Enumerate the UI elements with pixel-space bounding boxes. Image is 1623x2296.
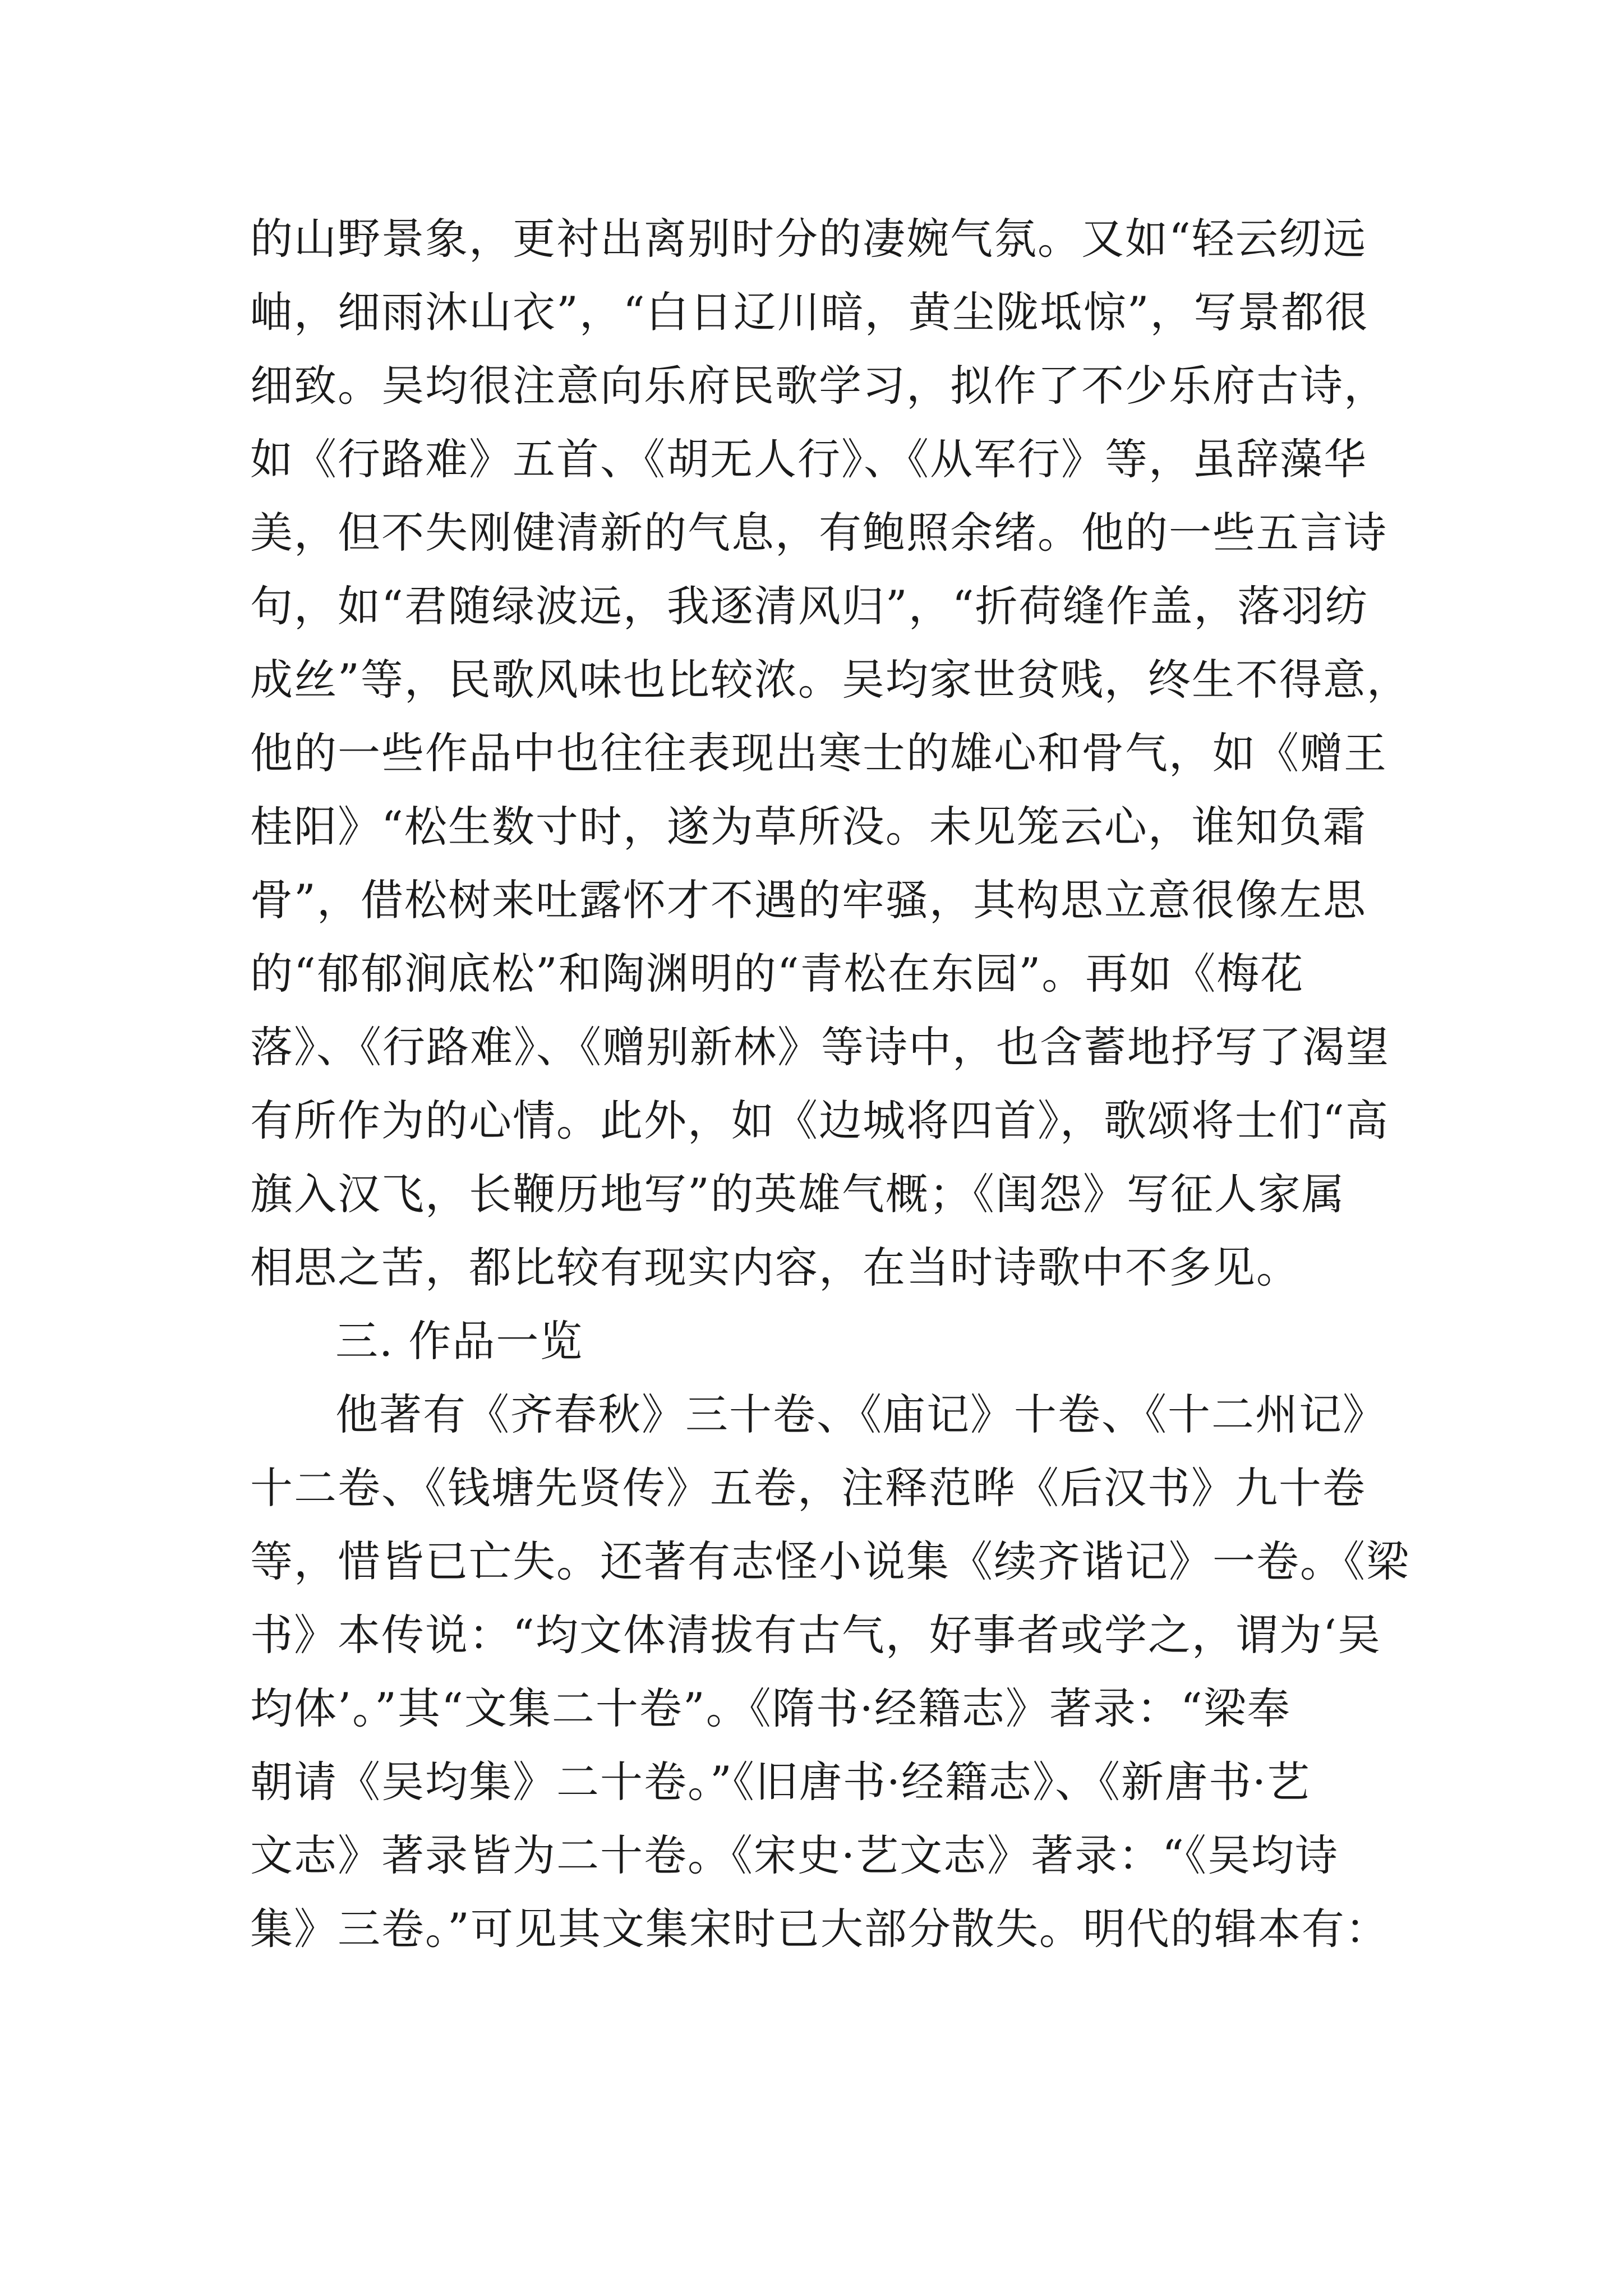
paragraph-2-line: 朝请《吴均集》二十卷。”《旧唐书·经籍志》、《新唐书·艺 [250,1757,1311,1807]
paragraph-2-line: 十二卷、《钱塘先贤传》五卷，注释范晔《后汉书》九十卷 [250,1463,1366,1513]
paragraph-2-line: 等，惜皆已亡失。还著有志怪小说集《续齐谐记》一卷。《梁 [250,1536,1410,1586]
paragraph-1-line: 细致。吴均很注意向乐府民歌学习，拟作了不少乐府古诗， [250,361,1387,411]
paragraph-2-line: 均体’。”其“文集二十卷”。《隋书·经籍志》著录：“梁奉 [250,1683,1291,1733]
paragraph-2-line: 他著有《齐春秋》三十卷、《庙记》十卷、《十二州记》 [335,1389,1386,1439]
paragraph-2-line: 集》三卷。”可见其文集宋时已大部分散失。明代的辑本有： [250,1904,1389,1954]
paragraph-1-line: 有所作为的心情。此外，如《边城将四首》，歌颂将士们“高 [250,1096,1389,1145]
paragraph-1-line: 如《行路难》五首、《胡无人行》、《从军行》等，虽辞藻华 [250,434,1367,484]
paragraph-2-line: 书》本传说：“均文体清拔有古气，好事者或学之，谓为‘吴 [250,1610,1382,1660]
paragraph-1-line: 旗入汉飞，长鞭历地写”的英雄气概；《闺怨》写征人家属 [250,1169,1345,1219]
paragraph-1-line: 的山野景象，更衬出离别时分的凄婉气氛。又如“轻云纫远 [250,214,1367,264]
paragraph-1-line: 他的一些作品中也往往表现出寒士的雄心和骨气，如《赠王 [250,728,1387,778]
paragraph-1-line: 成丝”等，民歌风味也比较浓。吴均家世贫贱，终生不得意， [250,655,1410,705]
paragraph-1-line: 桂阳》“松生数寸时，遂为草所没。未见笼云心，谁知负霜 [250,802,1367,852]
paragraph-2-line: 文志》著录皆为二十卷。《宋史·艺文志》著录：“《吴均诗 [250,1830,1339,1880]
paragraph-1-line: 美，但不失刚健清新的气息，有鲍照余绪。他的一些五言诗 [250,508,1387,558]
paragraph-1-line: 岫，细雨沐山衣”，“白日辽川暗，黄尘陇坻惊”，写景都很 [250,287,1369,337]
paragraph-1-line: 句，如“君随绿波远，我逐清风归”，“折荷缝作盖，落羽纺 [250,581,1369,631]
section-heading: 三. 作品一览 [335,1316,584,1366]
paragraph-1-line: 落》、《行路难》、《赠别新林》等诗中，也含蓄地抒写了渴望 [250,1022,1390,1072]
paragraph-1-line: 相思之苦，都比较有现实内容，在当时诗歌中不多见。 [250,1243,1300,1292]
paragraph-1-line: 的“郁郁涧底松”和陶渊明的“青松在东园”。再如《梅花 [250,949,1304,999]
body-text [250,202,1410,1966]
paragraph-1-line: 骨”，借松树来吐露怀才不遇的牢骚，其构思立意很像左思 [250,875,1367,925]
